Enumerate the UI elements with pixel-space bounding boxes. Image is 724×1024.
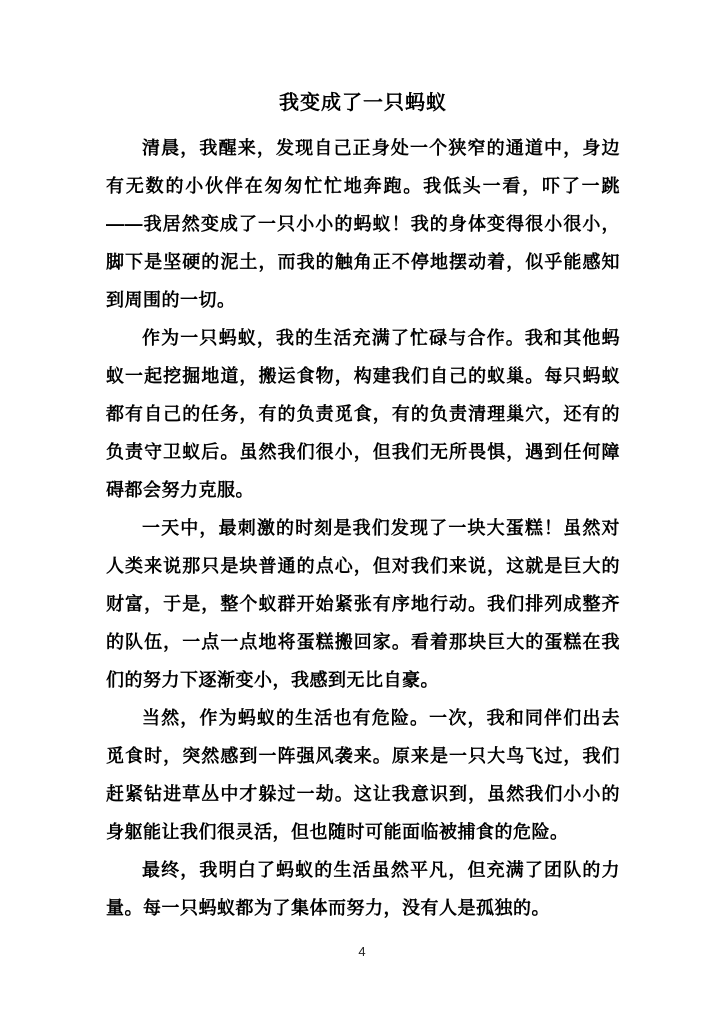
essay-paragraph: 清晨，我醒来，发现自己正身处一个狭窄的通道中，身边有无数的小伙伴在匆匆忙忙地奔跑。我低头一看，吓了一跳——我居然变成了一只小小的蚂蚁！我的身体变得很小很小，脚下是坚硬的泥土，而我的触角正不停地摆动着，似乎能感知到周围的一切。 (106, 138, 620, 310)
essay-paragraph: 最终，我明白了蚂蚁的生活虽然平凡，但充满了团队的力量。每一只蚂蚁都为了集体而努力，没有人是孤独的。 (106, 860, 620, 918)
essay-title: 我变成了一只蚂蚁 (279, 92, 447, 114)
essay-paragraph: 作为一只蚂蚁，我的生活充满了忙碌与合作。我和其他蚂蚁一起挖掘地道，搬运食物，构建我们自己的蚁巢。每只蚂蚁都有自己的任务，有的负责觅食，有的负责清理巢穴，还有的负责守卫蚁后。虽然我们很小，但我们无所畏惧，遇到任何障碍都会努力克服。 (106, 328, 620, 500)
page-number: 4 (358, 944, 366, 959)
essay-paragraph: 一天中，最刺激的时刻是我们发现了一块大蛋糕！虽然对人类来说那只是块普通的点心，但对我们来说，这就是巨大的财富，于是，整个蚁群开始紧张有序地行动。我们排列成整齐的队伍，一点一点地将蛋糕搬回家。看着那块巨大的蛋糕在我们的努力下逐渐变小，我感到无比自豪。 (106, 518, 620, 690)
essay-content (106, 90, 620, 927)
essay-paragraph: 当然，作为蚂蚁的生活也有危险。一次，我和同伴们出去觅食时，突然感到一阵强风袭来。原来是一只大鸟飞过，我们赶紧钻进草丛中才躲过一劫。这让我意识到，虽然我们小小的身躯能让我们很灵活，但也随时可能面临被捕食的危险。 (106, 708, 620, 842)
